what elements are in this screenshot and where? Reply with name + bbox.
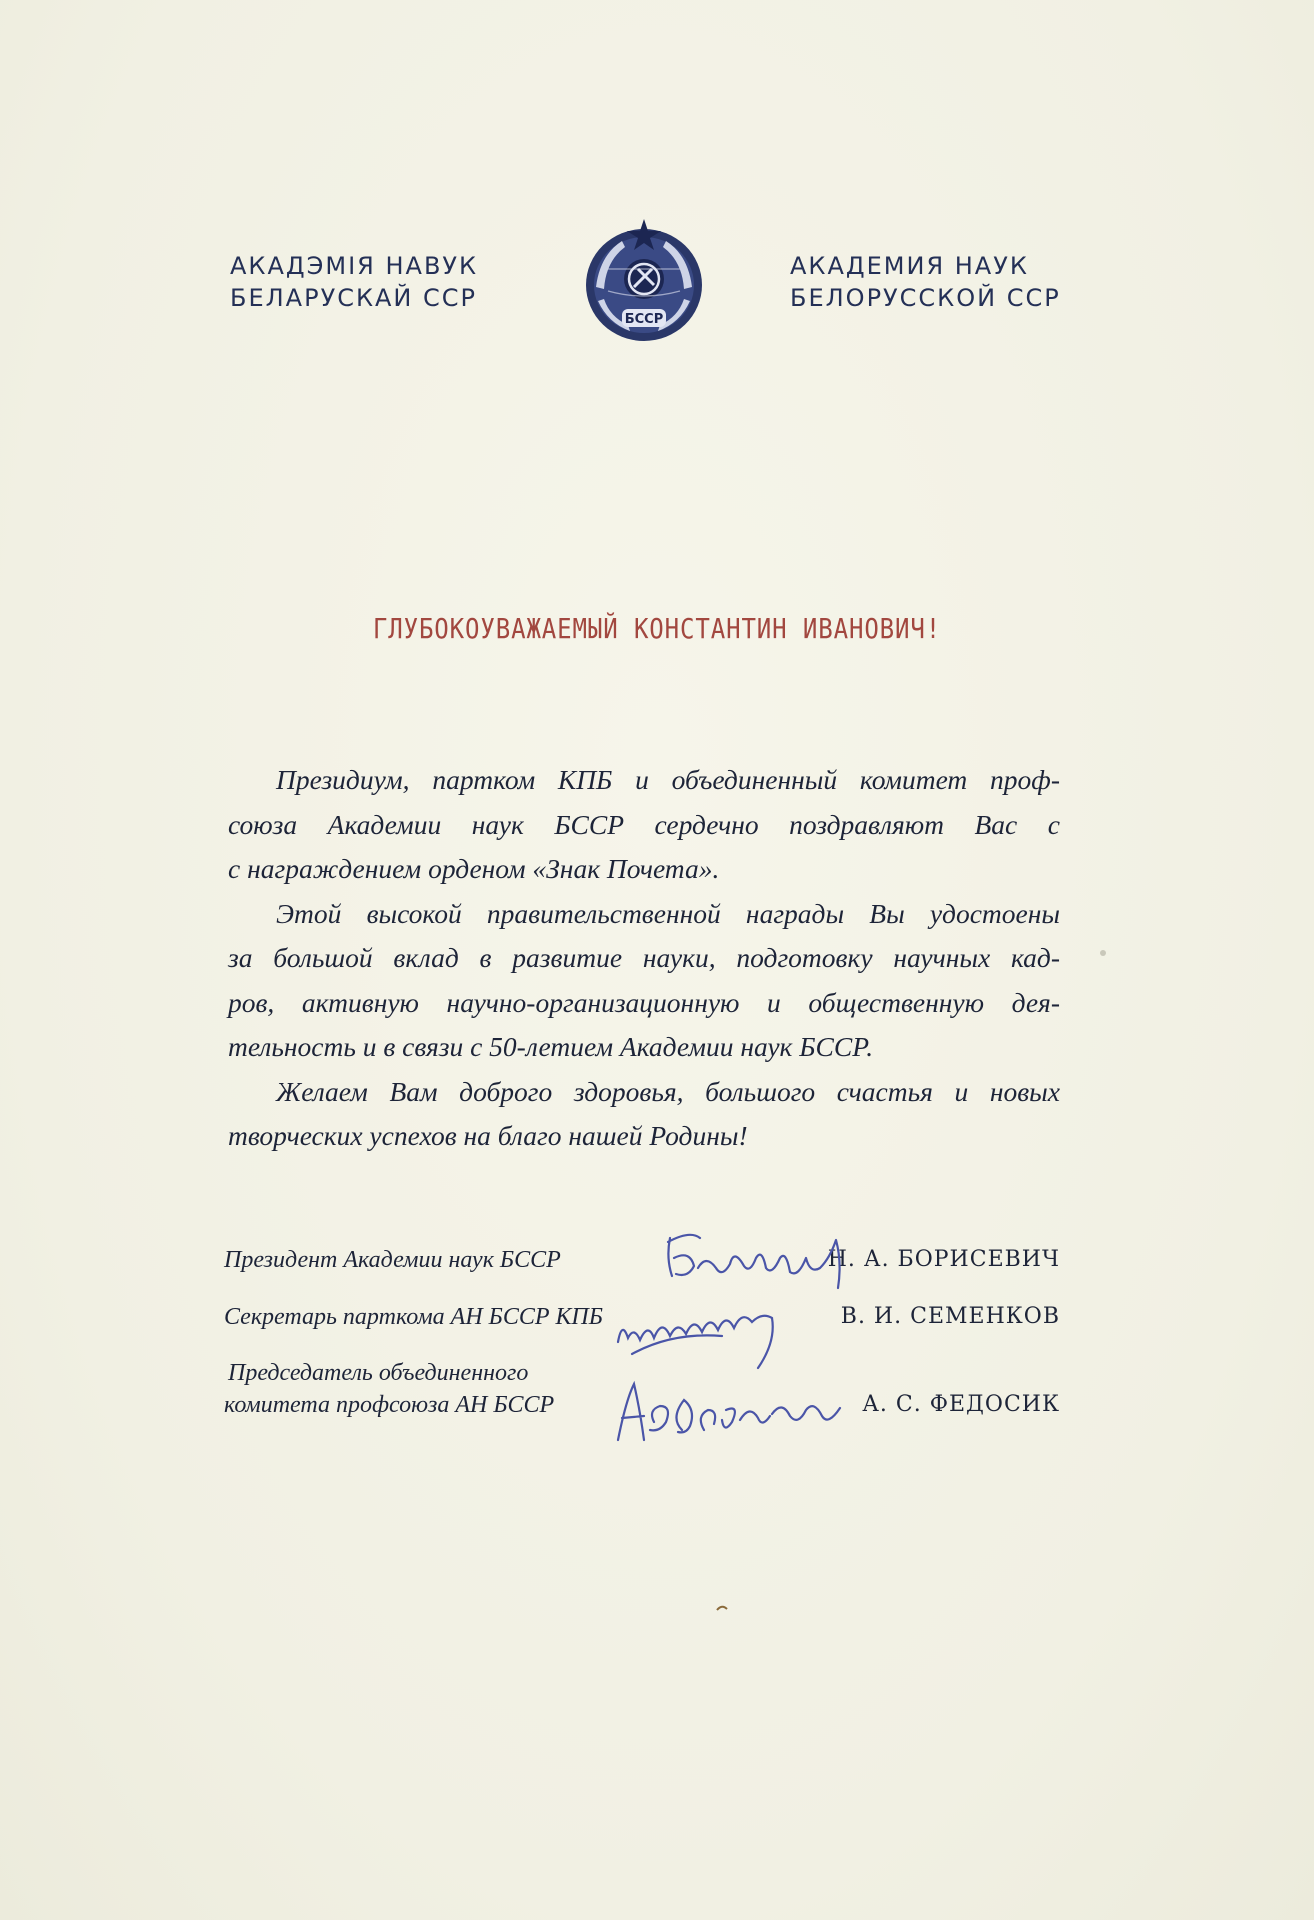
- bssr-emblem-icon: [578, 215, 710, 345]
- signatory-title: Президент Академии наук БССР: [224, 1247, 561, 1273]
- paper-blemish: [716, 1604, 728, 1614]
- letterhead-russian: [790, 250, 1090, 314]
- emblem-label: БССР: [624, 312, 664, 327]
- signature-fedosik: [600, 1370, 860, 1450]
- signatory-title-line2: комитета профсоюза АН БССР: [224, 1392, 555, 1418]
- signature-semenkov: [612, 1292, 832, 1372]
- paragraph-1: [228, 758, 1060, 892]
- body-line: за большой вклад в развитие науки, подготовку научных кад-: [228, 942, 1060, 973]
- body-line: творческих успехов на благо нашей Родины!: [228, 1120, 748, 1151]
- letterhead-belarusian: [230, 250, 490, 314]
- body-line: ров, активную научно-организационную и общественную дея-: [228, 986, 1060, 1018]
- signatory-name: А. С. ФЕДОСИК: [862, 1392, 1060, 1417]
- paragraph-3: [228, 1070, 1060, 1159]
- letterhead-russian-line1: АКАДЕМИЯ НАУК: [790, 252, 1029, 280]
- paragraph-2: [228, 892, 1060, 1070]
- signatory-title: Секретарь парткома АН БССР КПБ: [224, 1304, 603, 1330]
- letterhead-russian-line2: БЕЛОРУССКОЙ ССР: [790, 284, 1061, 312]
- body-line: Желаем Вам доброго здоровья, большого счастья и новых: [276, 1075, 1060, 1107]
- salutation: ГЛУБОКОУВАЖАЕМЫЙ КОНСТАНТИН ИВАНОВИЧ!: [372, 612, 942, 645]
- body-line: с награждением орденом «Знак Почета».: [228, 853, 720, 884]
- signatory-name: В. И. СЕМЕНКОВ: [840, 1304, 1060, 1329]
- paper-blemish: [1098, 948, 1108, 958]
- body-line: Этой высокой правительственной награды Вы удостоены: [276, 897, 1060, 929]
- signatory-title-line1: Председатель объединенного: [228, 1360, 529, 1386]
- letter-body: [228, 758, 1060, 1159]
- letterhead-belarusian-line2: БЕЛАРУСКАЙ ССР: [230, 284, 477, 312]
- signatory-name: Н. А. БОРИСЕВИЧ: [827, 1247, 1060, 1272]
- signature-borisevich: [660, 1228, 890, 1298]
- body-line: союза Академии наук БССР сердечно поздравляют Вас с: [228, 808, 1060, 840]
- body-line: тельность и в связи с 50-летием Академии наук БССР.: [228, 1031, 874, 1062]
- letterhead-belarusian-line1: АКАДЭМІЯ НАВУК: [230, 252, 479, 280]
- body-line: Президиум, партком КПБ и объединенный комитет проф-: [276, 764, 1060, 795]
